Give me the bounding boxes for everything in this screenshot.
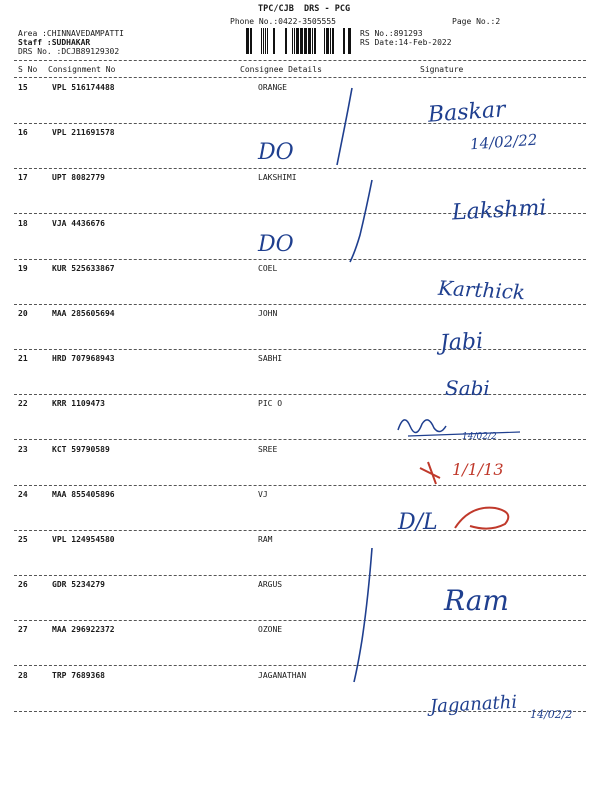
red-scribble xyxy=(455,508,508,529)
row-serial-number: 27 xyxy=(18,625,28,635)
header-rule-bottom xyxy=(14,77,586,78)
bracket-stroke xyxy=(354,548,372,682)
row-consignment-number: VPL 516174488 xyxy=(52,83,115,92)
drs-field xyxy=(18,48,119,56)
drs-value: DCJB89129302 xyxy=(61,47,120,56)
signature-date: 14/02/2 xyxy=(462,432,497,442)
area-label: Area : xyxy=(18,29,47,38)
signature: Karthick xyxy=(437,275,526,305)
row-consignment-number: TRP 7689368 xyxy=(52,670,105,680)
row-consignment-number: VPL 211691578 xyxy=(52,128,115,138)
row-serial-number: 25 xyxy=(18,535,28,544)
bracket-stroke xyxy=(350,180,372,262)
col-consignee: Consignee Details xyxy=(240,65,322,74)
ditto-mark: DO xyxy=(258,140,294,165)
row-consignment-number: GDR 5234279 xyxy=(52,580,105,590)
row-serial-number: 20 xyxy=(18,309,28,318)
col-signature: Signature xyxy=(420,65,464,74)
signature-date: 14/02/22 xyxy=(469,130,538,154)
area-field xyxy=(18,30,124,38)
row-divider xyxy=(14,530,586,531)
signature: Jabi xyxy=(439,328,484,357)
row-serial-number: 24 xyxy=(18,489,28,499)
row-consignee: SREE xyxy=(258,444,278,454)
bracket-stroke xyxy=(337,88,352,165)
signature: Baskar xyxy=(427,97,507,128)
page-number: Page No.:2 xyxy=(452,17,501,26)
row-consignee: ARGUS xyxy=(258,580,283,590)
row-divider xyxy=(14,123,586,124)
row-serial-number: 18 xyxy=(18,218,28,228)
ditto-mark: DO xyxy=(258,232,294,257)
row-divider xyxy=(14,620,586,621)
row-divider xyxy=(14,575,586,576)
row-consignment-number: MAA 285605694 xyxy=(52,309,115,318)
row-serial-number: 21 xyxy=(18,354,28,364)
row-consignment-number: MAA 855405896 xyxy=(52,489,115,499)
row-serial-number: 26 xyxy=(18,580,28,590)
row-serial-number: 28 xyxy=(18,670,28,680)
col-sno: S No xyxy=(18,65,38,74)
row-serial-number: 15 xyxy=(18,83,28,92)
col-consignment: Consignment No xyxy=(48,65,116,74)
signature: Lakshmi xyxy=(451,195,548,226)
row-consignment-number: MAA 296922372 xyxy=(52,625,115,635)
row-consignee: LAKSHIMI xyxy=(258,173,297,183)
row-divider xyxy=(14,439,586,440)
row-divider xyxy=(14,168,586,169)
row-serial-number: 23 xyxy=(18,444,28,454)
row-consignment-number: KCT 59790589 xyxy=(52,444,110,454)
row-divider xyxy=(14,394,586,395)
signature: Ram xyxy=(444,584,509,617)
row-consignment-number: VJA 4436676 xyxy=(52,218,105,228)
staff-value: SUDHAKAR xyxy=(51,38,91,47)
row-divider xyxy=(14,665,586,666)
row-divider xyxy=(14,304,586,305)
row-divider xyxy=(14,349,586,350)
row-consignment-number: HRD 707968943 xyxy=(52,354,115,364)
row-consignee: PIC O xyxy=(258,399,283,409)
signature: Sabi xyxy=(445,376,490,400)
row-consignment-number: VPL 124954580 xyxy=(52,535,115,544)
row-consignee: JAGANATHAN xyxy=(258,670,307,680)
area-value: CHINNAVEDAMPATTI xyxy=(46,29,124,38)
row-divider xyxy=(14,485,586,486)
row-consignee: VJ xyxy=(258,489,268,499)
rs-date: RS Date:14-Feb-2022 xyxy=(360,38,452,47)
red-scribble xyxy=(420,462,440,484)
row-serial-number: 16 xyxy=(18,128,28,138)
row-serial-number: 17 xyxy=(18,173,28,183)
barcode xyxy=(228,28,352,54)
row-divider xyxy=(14,259,586,260)
row-consignment-number: KRR 1109473 xyxy=(52,399,105,409)
row-consignee: COEL xyxy=(258,263,278,273)
row-consignee: SABHI xyxy=(258,354,283,364)
header-rule-top xyxy=(14,60,586,61)
row-consignment-number: KUR 525633867 xyxy=(52,263,115,273)
rs-number: RS No.:891293 xyxy=(360,29,423,38)
delivered-mark: D/L xyxy=(398,510,438,535)
row-serial-number: 22 xyxy=(18,399,28,409)
staff-field xyxy=(18,39,90,47)
row-consignee: RAM xyxy=(258,535,273,544)
drs-label: DRS No. : xyxy=(18,47,62,56)
row-consignee: JOHN xyxy=(258,309,278,318)
phone-number: Phone No.:0422-3505555 xyxy=(230,17,336,26)
page-title: TPC/CJB DRS - PCG xyxy=(258,4,351,14)
row-consignment-number: UPT 8082779 xyxy=(52,173,105,183)
signature: Jaganathi xyxy=(429,691,518,718)
sig-squiggle xyxy=(398,420,446,433)
staff-label: Staff : xyxy=(18,38,52,47)
row-consignee: ORANGE xyxy=(258,83,287,92)
stamp-text: 1/1/13 xyxy=(452,460,504,479)
signature-date: 14/02/2 xyxy=(530,708,573,721)
row-serial-number: 19 xyxy=(18,263,28,273)
row-consignee: OZONE xyxy=(258,625,283,635)
